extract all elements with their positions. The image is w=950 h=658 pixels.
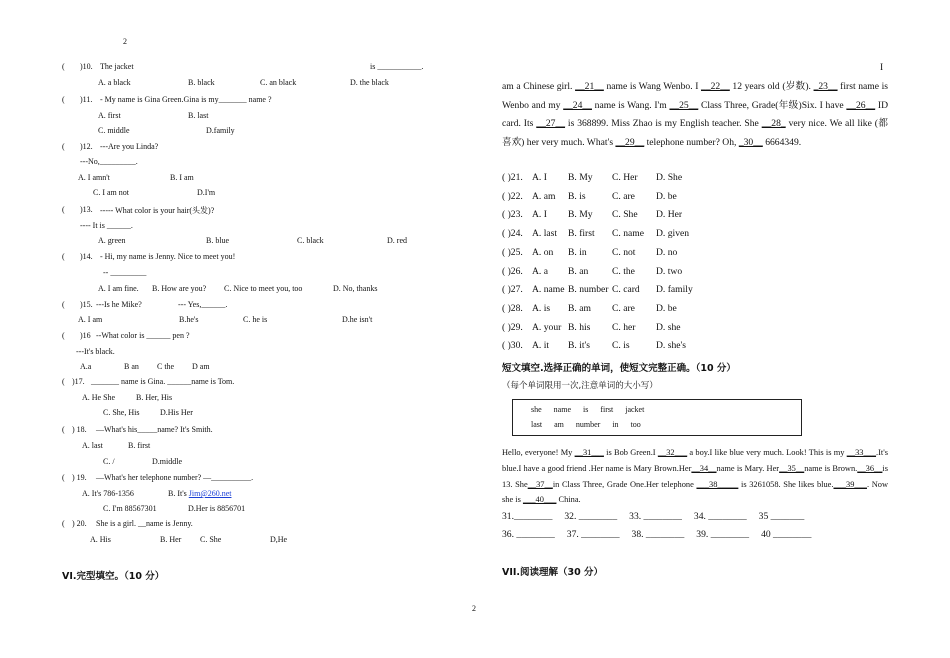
option-a: A. first: [98, 111, 121, 120]
choice-option: B. first: [568, 228, 595, 240]
word-bank-word: in: [612, 420, 619, 429]
choice-option: C. are: [612, 190, 635, 202]
question-stem: - Hi, my name is Jenny. Nice to meet you!: [100, 252, 236, 261]
option-b: B. Her, His: [136, 393, 173, 402]
passage-text: Hello, everyone! My: [502, 448, 575, 457]
blank: __28_: [761, 118, 786, 130]
word-bank-word: number: [575, 420, 601, 429]
answer-paren: (: [62, 377, 65, 386]
option-a: A. I am: [78, 315, 103, 324]
choice-option: B. is: [568, 190, 586, 202]
choice-number: ( )30.: [502, 340, 523, 352]
question-number: )17.: [72, 377, 85, 386]
answer-blank[interactable]: 35 _______: [758, 511, 805, 522]
question-stem-tail: is ___________.: [370, 62, 424, 71]
blank: __26__: [846, 99, 876, 111]
choice-option: A. on: [532, 246, 554, 258]
option-d: D am: [192, 362, 210, 371]
choice-option: D. she's: [656, 340, 686, 352]
choice-option: C. her: [612, 321, 636, 333]
choice-option: A. is: [532, 302, 551, 314]
question-response-line: ---- It is ______.: [80, 221, 133, 230]
choice-option: B. number: [568, 284, 609, 296]
blank: __27__: [536, 118, 566, 130]
choice-option: C. is: [612, 340, 630, 352]
passage-text: 6664349.: [762, 136, 802, 148]
choice-option: A. name: [532, 284, 565, 296]
option-b: B.he's: [179, 315, 199, 324]
choice-option: B. an: [568, 265, 589, 277]
passage-text: 12 years old (岁数).: [729, 81, 814, 92]
passage-text: Class Three, Grade(年级)Six. I have: [698, 99, 847, 111]
option-c: C. Nice to meet you, too: [224, 284, 303, 293]
passage-text: very nice. We all like (都喜欢) her very much. What's: [502, 118, 888, 148]
passage-text: is 3261058. She likes blue.: [738, 479, 834, 489]
choice-option: B. it's: [568, 340, 590, 352]
blank: __33___: [846, 448, 877, 457]
option-a: A. His: [90, 535, 111, 544]
option-b: B. I am: [170, 173, 194, 182]
option-d: D.I'm: [197, 188, 216, 197]
passage-text: China.: [556, 495, 581, 505]
blank: ___38_____: [696, 479, 739, 489]
choice-option: A. it: [532, 340, 550, 352]
answer-paren: (: [62, 473, 65, 482]
option-d: D. the black: [350, 78, 389, 87]
answer-blank[interactable]: 37. ________: [566, 529, 620, 540]
answer-blank[interactable]: 36. ________: [502, 529, 555, 540]
word-bank-word: last: [531, 420, 543, 429]
blank: __35__: [779, 463, 805, 473]
choice-option: D. family: [656, 284, 693, 296]
option-c: C. I'm 88567301: [103, 504, 157, 513]
option-a: A. green: [98, 236, 126, 245]
passage-text: name is Wang Wenbo. I: [603, 81, 702, 92]
question-stem: ---Are you Linda?: [100, 142, 159, 151]
option-b: B. It's Jim@260.net: [168, 489, 232, 498]
passage-text: is 368899. Miss Zhao is my English teacher. She: [565, 118, 762, 130]
passage-text: am a Chinese girl.: [502, 81, 576, 92]
word-bank-word: jacket: [625, 405, 645, 414]
page-marker: I: [880, 62, 884, 73]
question-number: ) 18.: [72, 425, 87, 434]
blank: _30__: [738, 136, 763, 148]
question-stem: _______ name is Gina. ______name is Tom.: [91, 377, 235, 386]
answer-blank[interactable]: 34. ________: [693, 511, 747, 522]
option-d: D.family: [206, 126, 235, 135]
choice-option: D. she: [656, 321, 681, 333]
answer-paren: (: [62, 252, 65, 261]
answer-paren: (: [62, 331, 65, 340]
blank: __24__: [563, 99, 592, 111]
choice-option: C. not: [612, 246, 636, 258]
blank: ___40___: [522, 495, 557, 505]
option-d: D.he isn't: [342, 315, 373, 324]
question-stem: --What color is ______ pen ?: [96, 331, 190, 340]
option-c: C. middle: [98, 126, 130, 135]
blank: __36__: [857, 463, 883, 473]
answer-blank[interactable]: 38. ________: [631, 529, 685, 540]
question-response-line: -- _________: [103, 268, 147, 277]
answer-row-1: [502, 511, 816, 522]
option-b: B. first: [128, 441, 151, 450]
question-number: ) 19.: [72, 473, 87, 482]
question-number: )12.: [80, 142, 93, 151]
answer-paren: (: [62, 519, 65, 528]
section-6-heading: VI.完型填空。（10 分）: [62, 571, 165, 582]
option-b: B. How are you?: [152, 284, 207, 293]
question-number: )13.: [80, 205, 93, 214]
choice-option: D. no: [656, 246, 678, 258]
passage-text: first name is Wenbo and my: [502, 81, 889, 111]
blank: __32___: [657, 448, 688, 457]
choice-option: D. given: [656, 228, 690, 240]
passage-text: name is Brown.: [804, 463, 858, 473]
question-stem: —What's her telephone number? —__________.: [96, 473, 254, 482]
question-number: )14.: [80, 252, 93, 261]
answer-blank[interactable]: 40 ________: [761, 529, 812, 540]
word-bank-word: too: [630, 420, 641, 429]
option-b: B. last: [188, 111, 209, 120]
option-a: A. It's 786-1356: [82, 489, 134, 498]
footer-page-number: 2: [472, 604, 476, 613]
choice-option: C. Her: [612, 172, 638, 183]
option-c: C. /: [103, 457, 115, 466]
choice-option: A. am: [532, 190, 556, 202]
section-fill-heading: 短文填空.选择正确的单词，使短文完整正确。（10 分）: [502, 363, 736, 374]
answer-paren: (: [62, 425, 65, 434]
choice-option: B. My: [568, 172, 593, 183]
passage-text: .It's blue.I have a good friend .Her name is Mary Brown.Her: [502, 448, 889, 473]
choice-option: B. am: [568, 302, 591, 314]
blank: __29__: [615, 136, 645, 148]
option-c: C. he is: [243, 315, 268, 324]
question-stem: ----- What color is your hair(头发)?: [100, 206, 215, 215]
email-link[interactable]: Jim@260.net: [188, 489, 232, 498]
answer-paren: (: [62, 205, 65, 214]
blank: __22__: [701, 81, 730, 92]
option-a: A. I amn't: [78, 173, 110, 182]
word-bank-word: she: [531, 405, 542, 414]
choice-option: A. I: [532, 209, 547, 221]
passage-text: telephone number? Oh,: [644, 136, 739, 148]
answer-blank[interactable]: 39. ________: [696, 529, 750, 540]
answer-blank[interactable]: 31.________: [502, 511, 553, 522]
passage-text: a boy.I like blue very much. Look! This is my: [687, 448, 847, 457]
word-bank-row-1: [531, 405, 656, 414]
blank: __31___: [574, 448, 604, 457]
question-number: ) 20.: [72, 519, 87, 528]
word-bank-word: name: [553, 405, 571, 414]
question-response-line: ---No,_________.: [80, 157, 138, 166]
choice-option: B. My: [568, 209, 593, 221]
word-bank-word: am: [554, 420, 564, 429]
choice-number: ( )23.: [502, 209, 523, 221]
choice-number: ( )22.: [502, 190, 523, 202]
fill-passage: [502, 445, 888, 508]
passage-text: in Class Three, Grade One.Her telephone: [552, 479, 697, 489]
section-fill-note: （每个单词限用一次,注意单词的大小写）: [502, 381, 658, 391]
choice-option: B. his: [568, 321, 591, 333]
passage-text: name is Wang. I'm: [591, 99, 670, 111]
choice-option: D. be: [656, 302, 677, 314]
word-bank-word: is: [583, 405, 589, 414]
option-d: D.Her is 8856701: [188, 504, 246, 513]
question-number: )10.: [80, 62, 93, 71]
choice-option: B. in: [568, 246, 587, 258]
option-a: A. a black: [98, 78, 131, 87]
choice-option: A. I: [532, 172, 547, 183]
page-number-top: 2: [123, 37, 127, 46]
option-c: C. black: [297, 236, 324, 245]
question-number: )11.: [80, 95, 93, 104]
option-a: A. last: [82, 441, 103, 450]
choice-option: C. are: [612, 302, 635, 314]
answer-paren: (: [62, 62, 65, 71]
passage-text: ID card. Its: [502, 99, 888, 130]
choice-number: ( )25.: [502, 246, 523, 258]
choice-option: D. She: [656, 172, 683, 183]
option-d: D,He: [270, 535, 288, 544]
option-d: D. red: [387, 236, 407, 245]
choice-option: C. the: [612, 265, 635, 277]
option-c: C the: [157, 362, 175, 371]
option-c: C. She: [200, 535, 222, 544]
option-b: B. Her: [160, 535, 182, 544]
question-stem: The jacket: [100, 62, 134, 71]
passage-text: is Bob Green.I: [603, 448, 658, 457]
choice-option: A. a: [532, 265, 548, 277]
answer-paren: (: [62, 95, 65, 104]
cloze-passage: [502, 78, 888, 152]
passage-text: is 13. She: [502, 463, 888, 489]
question-number: )16: [80, 331, 91, 340]
word-bank-word: first: [600, 405, 614, 414]
question-number: )15.: [80, 300, 93, 309]
question-response-line: ---It's black.: [76, 347, 115, 356]
blank: __25__: [669, 99, 699, 111]
answer-blank[interactable]: 32. ________: [564, 511, 618, 522]
option-d: D. No, thanks: [333, 284, 378, 293]
passage-text: . Now she is: [502, 479, 889, 505]
blank: __34__: [691, 463, 717, 473]
choice-number: ( )26.: [502, 265, 523, 277]
question-stem: —What's his_____name? It's Smith.: [96, 425, 213, 434]
choice-option: D. Her: [656, 209, 683, 221]
option-c: C. an black: [260, 78, 297, 87]
choice-option: A. last: [532, 228, 558, 240]
question-stem-reply: --- Yes,______.: [178, 300, 228, 309]
option-a: A.a: [80, 362, 92, 371]
choice-option: C. She: [612, 209, 638, 221]
answer-blank[interactable]: 33. ________: [629, 511, 682, 522]
passage-text: name is Mary. Her: [716, 463, 780, 473]
word-bank-box: [512, 399, 802, 436]
choice-option: C. name: [612, 228, 644, 240]
choice-option: A. your: [532, 321, 562, 333]
option-b: B an: [124, 362, 139, 371]
question-stem: - My name is Gina Green.Gina is my_______ name ?: [100, 95, 272, 104]
option-b: B. blue: [206, 236, 230, 245]
option-c: C. I am not: [93, 188, 129, 197]
choice-number: ( )21.: [502, 172, 523, 183]
choice-number: ( )27.: [502, 284, 523, 296]
option-a: A. I am fine.: [98, 284, 139, 293]
option-c: C. She, His: [103, 408, 140, 417]
option-b: B. black: [188, 78, 215, 87]
choice-option: C. card: [612, 284, 640, 296]
blank: ___39___: [833, 479, 867, 489]
choice-option: D. be: [656, 190, 677, 202]
option-d: D.His Her: [160, 408, 193, 417]
blank: __37__: [527, 479, 553, 489]
option-d: D.middle: [152, 457, 182, 466]
choice-number: ( )29.: [502, 321, 523, 333]
choice-option: D. two: [656, 265, 683, 277]
choice-number: ( )28.: [502, 302, 523, 314]
section-7-heading: VII.阅读理解（30 分）: [502, 567, 604, 578]
answer-paren: (: [62, 300, 65, 309]
blank: _23__: [813, 81, 838, 92]
choice-number: ( )24.: [502, 228, 523, 240]
answer-paren: (: [62, 142, 65, 151]
question-stem: She is a girl. __name is Jenny.: [96, 519, 193, 528]
option-a: A. He She: [82, 393, 116, 402]
answer-row-2: [502, 529, 823, 540]
word-bank-row-2: [531, 420, 653, 429]
question-stem: ---Is he Mike?: [96, 300, 142, 309]
blank: __21__: [575, 81, 604, 92]
